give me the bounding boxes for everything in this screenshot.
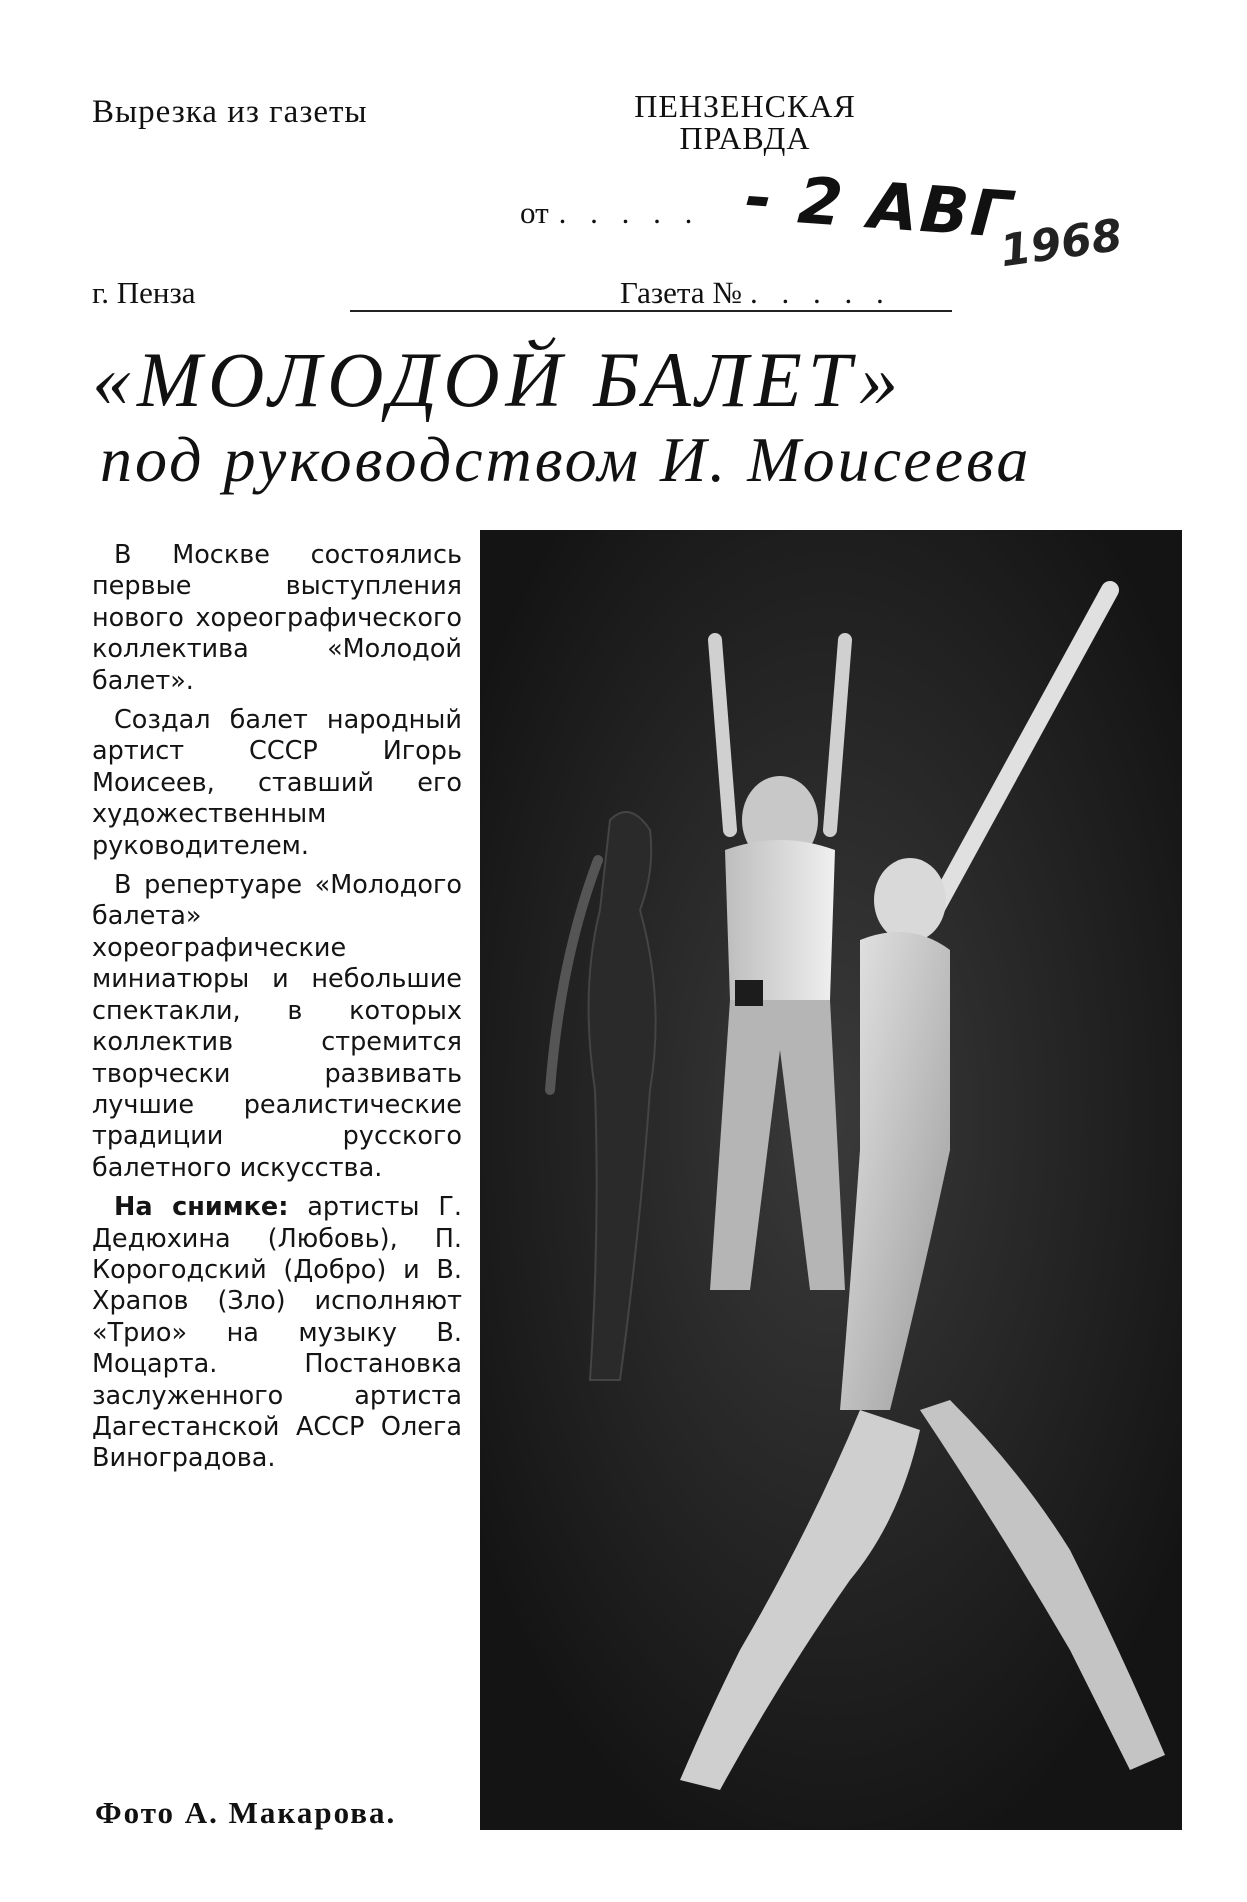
- date-stamp-year: 1968: [997, 209, 1126, 278]
- article-subtitle: под руководством И. Моисеева: [100, 424, 1032, 495]
- photo-caption: [92, 1192, 462, 1475]
- issue-label: Газета №: [620, 275, 742, 310]
- article-paragraph-1: В Москве состоялись первые выступления нового хореографического коллектива «Молодой балет».: [92, 540, 462, 696]
- article-paragraph-2: Создал балет народный артист СССР Игорь Моисеев, ставший его художественным руководителем.: [92, 705, 462, 861]
- date-row: [520, 195, 700, 231]
- newspaper-name-line2: ПРАВДА: [679, 120, 811, 156]
- photo-credit: Фото А. Макарова.: [95, 1795, 397, 1830]
- ballet-photo: [480, 530, 1182, 1830]
- issue-number: [620, 275, 892, 311]
- date-stamp: - 2 АВГ: [742, 160, 1017, 254]
- caption-lead: На снимке:: [114, 1192, 289, 1223]
- date-dots: . . . . .: [558, 195, 701, 230]
- article-title: «МОЛОДОЙ БАЛЕТ»: [92, 336, 905, 423]
- date-prefix: от: [520, 195, 549, 230]
- article-body: [92, 540, 462, 1483]
- issue-dots: . . . . .: [749, 275, 892, 310]
- city-label: г. Пенза: [92, 275, 196, 310]
- clipping-label: Вырезка из газеты: [92, 94, 368, 130]
- article-paragraph-3: В репертуаре «Молодого балета» хореографические миниатюры и небольшие спектакли, в которых коллектив стремится творчески развивать лучшие реалистические традиции русского балетного искусства.: [92, 870, 462, 1183]
- ballet-photo-illustration: [480, 530, 1182, 1830]
- newspaper-name: [610, 90, 880, 154]
- newspaper-name-line1: ПЕНЗЕНСКАЯ: [634, 88, 856, 124]
- caption-text: артисты Г. Дедюхина (Любовь), П. Корогодский (Добро) и В. Храпов (Зло) исполняют «Трио» на музыку В. Моцарта. Постановка заслуженного артиста Дагестанской АССР Олега Виноградова.: [92, 1192, 462, 1474]
- header-rule: [350, 310, 952, 312]
